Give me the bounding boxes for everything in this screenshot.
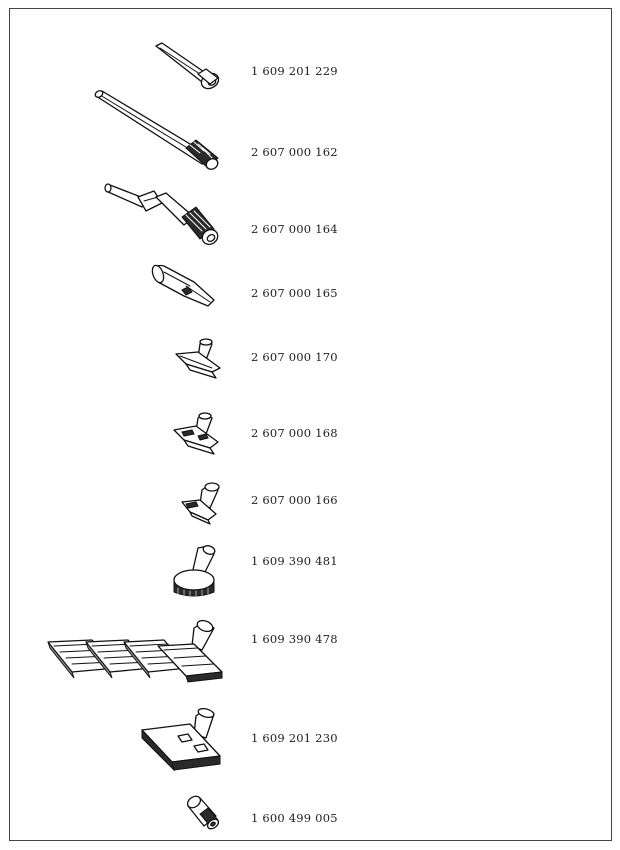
part-number: 1 600 499 005 — [251, 811, 338, 825]
part-number: 1 609 390 481 — [251, 554, 338, 568]
part-number: 2 607 000 164 — [251, 222, 338, 236]
part-number: 1 609 390 478 — [251, 632, 338, 646]
upholstery-nozzle-slotted-icon — [170, 412, 225, 457]
part-number: 2 607 000 168 — [251, 426, 338, 440]
part-number: 1 609 201 229 — [251, 64, 338, 78]
extension-tube-icon — [90, 88, 225, 178]
flat-nozzle-icon — [150, 262, 222, 312]
part-number: 2 607 000 170 — [251, 350, 338, 364]
part-number: 1 609 201 230 — [251, 731, 338, 745]
part-number: 2 607 000 166 — [251, 493, 338, 507]
floor-nozzle-set-icon — [44, 620, 226, 690]
crevice-nozzle-icon — [150, 40, 230, 95]
floor-nozzle-icon — [138, 708, 226, 776]
adapter-sleeve-icon — [182, 796, 224, 834]
upholstery-nozzle-icon — [172, 338, 227, 383]
small-nozzle-icon — [176, 482, 226, 526]
part-number: 2 607 000 165 — [251, 286, 338, 300]
part-number: 2 607 000 162 — [251, 145, 338, 159]
angled-handle-tube-icon — [102, 183, 227, 251]
round-brush-nozzle-icon — [168, 544, 224, 602]
